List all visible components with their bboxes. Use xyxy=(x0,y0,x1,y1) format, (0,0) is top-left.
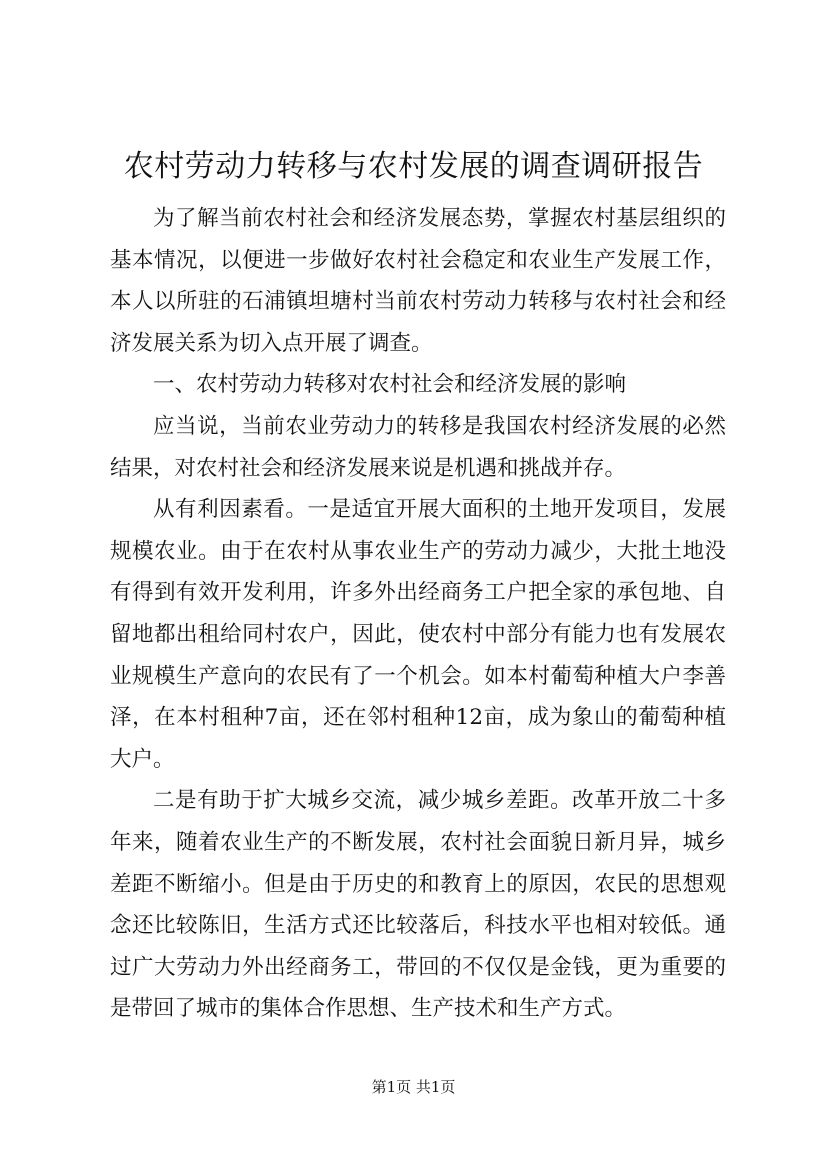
section-heading-1: 一、农村劳动力转移对农村社会和经济发展的影响 xyxy=(153,372,627,398)
document-body xyxy=(110,198,726,1030)
paragraph-intro: 为了解当前农村社会和经济发展态势，掌握农村基层组织的基本情况，以便进一步做好农村社会稳定和农业生产发展工作，本人以所驻的石浦镇坦塘村当前农村劳动力转移与农村社会和经济发展关系为切入点开展了调查。 xyxy=(110,206,726,356)
document-title: 农村劳动力转移与农村发展的调查调研报告 xyxy=(123,149,704,184)
paragraph-favorable-factor-2: 二是有助于扩大城乡交流，减少城乡差距。改革开放二十多年来，随着农业生产的不断发展，农村社会面貌日新月异，城乡差距不断缩小。但是由于历史的和教育上的原因，农民的思想观念还比较陈旧，生活方式还比较落后，科技水平也相对较低。通过广大劳动力外出经商务工，带回的不仅仅是金钱，更为重要的是带回了城市的集体合作思想、生产技术和生产方式。 xyxy=(110,788,726,1022)
page-footer: 第1页 共1页 xyxy=(371,1078,456,1096)
paragraph-opportunity: 应当说，当前农业劳动力的转移是我国农村经济发展的必然结果，对农村社会和经济发展来说是机遇和挑战并存。 xyxy=(110,413,726,481)
paragraph-favorable-factor-1: 从有利因素看。一是适宜开展大面积的土地开发项目，发展规模农业。由于在农村从事农业生产的劳动力减少，大批土地没有得到有效开发利用，许多外出经商务工户把全家的承包地、自留地都出租给同村农户，因此，使农村中部分有能力也有发展农业规模生产意向的农民有了一个机会。如本村葡萄种植大户李善泽，在本村租种7亩，还在邻村租种12亩，成为象山的葡萄种植大户。 xyxy=(110,497,726,772)
